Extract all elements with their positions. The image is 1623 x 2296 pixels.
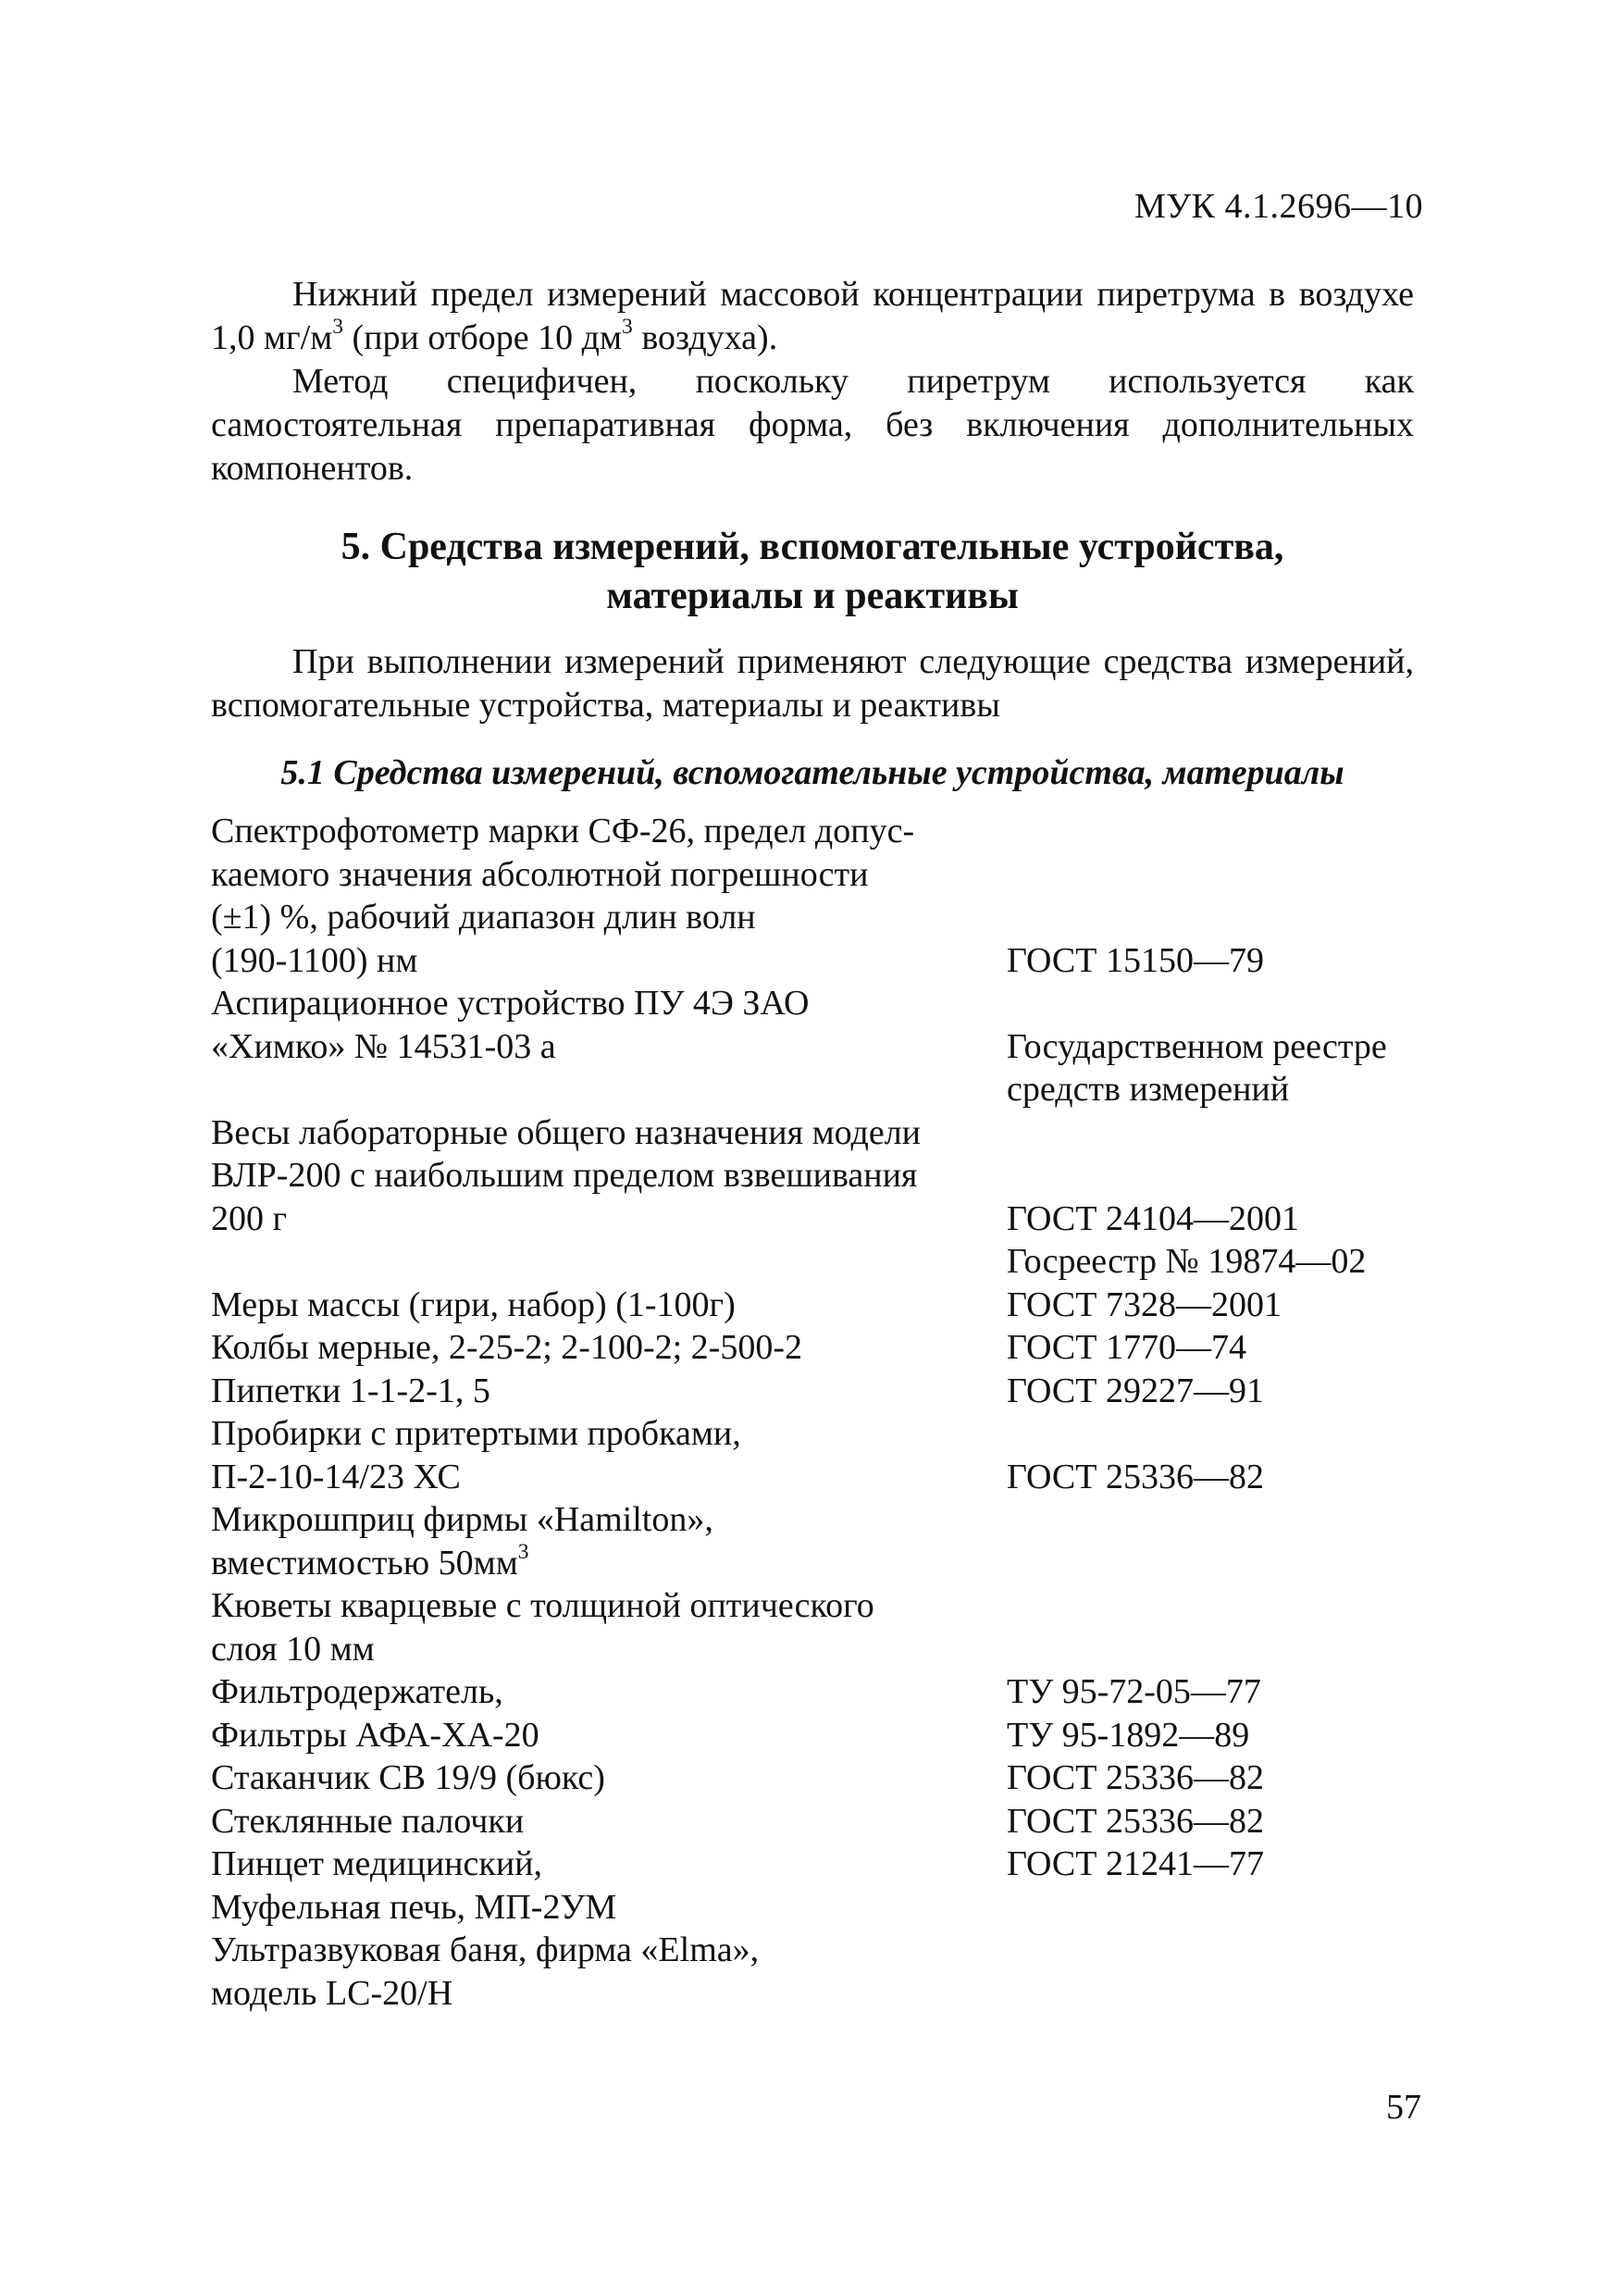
equipment-item — [211, 1498, 1442, 1584]
equipment-standard: ГОСТ 7328—2001 — [1007, 1285, 1282, 1324]
equipment-item — [211, 1326, 1442, 1370]
equipment-name: Колбы мерные, 2-25-2; 2-100-2; 2-500-2 — [211, 1328, 802, 1367]
equipment-name: Стеклянные палочки — [211, 1801, 525, 1841]
equipment-item — [211, 1670, 1442, 1714]
equipment-item — [211, 1240, 1442, 1284]
section-5-title — [211, 523, 1414, 621]
equipment-item — [211, 1800, 1442, 1843]
equipment-standard: ГОСТ 25336—82 — [1007, 1758, 1264, 1797]
subsection-5-1-title: 5.1 Средства измерений, вспомогательные устройства, материалы — [280, 753, 1344, 792]
equipment-standard: ГОСТ 21241—77 — [1007, 1844, 1264, 1883]
equipment-item — [211, 1929, 1442, 2015]
equipment-name: Пипетки 1-1-2-1, 5 — [211, 1371, 490, 1410]
equipment-name — [211, 1240, 1007, 1284]
equipment-name-superscript: 3 — [517, 1539, 529, 1564]
equipment-standard: ГОСТ 1770—74 — [1007, 1328, 1246, 1367]
equipment-name: Фильтродержатель, — [211, 1672, 503, 1711]
equipment-name: Ультразвуковая баня, фирма «Elma», модель LC-20/H — [211, 1930, 760, 2013]
equipment-name-text: Микрошприц фирмы «Hamilton», вместимостью 50мм — [211, 1500, 713, 1582]
intro-block — [211, 273, 1414, 490]
section-5-title-line-1: 5. Средства измерений, вспомогательные устройства, — [341, 526, 1284, 568]
equipment-standard: ТУ 95-72-05—77 — [1007, 1672, 1261, 1711]
equipment-standard-line: средств измерений — [1007, 1070, 1290, 1109]
equipment-name: Фильтры АФА-ХА-20 — [211, 1715, 539, 1755]
equipment-item — [211, 1370, 1442, 1413]
intro-paragraph-specificity: Метод специфичен, поскольку пиретрум используется как самостоятельная препаративная форма, без включения дополнительных компонентов. — [211, 362, 1414, 488]
intro-paragraph-lower-limit — [211, 273, 1414, 360]
equipment-standard: ТУ 95-1892—89 — [1007, 1715, 1250, 1755]
equipment-list — [211, 810, 1442, 2015]
equipment-standard: ГОСТ 25336—82 — [1007, 1801, 1264, 1841]
equipment-item — [211, 1412, 1442, 1498]
equipment-item — [211, 810, 1442, 982]
equipment-item — [211, 1714, 1442, 1757]
equipment-name: Пинцет медицинский, — [211, 1844, 543, 1883]
intro-text-part1: Нижний предел измерений массовой концентрации пиретрума в воздухе 1,0 мг/м — [211, 275, 1414, 357]
equipment-name: Весы лабораторные общего назначения модели ВЛР-200 с наибольшим пределом взвешивания 200 г — [211, 1112, 922, 1238]
equipment-name — [211, 1498, 1007, 1584]
equipment-item — [211, 1843, 1442, 1886]
equipment-name: Стаканчик СВ 19/9 (бюкс) — [211, 1758, 605, 1797]
intro-superscript-1: 3 — [332, 315, 344, 340]
document-code: МУК 4.1.2696—10 — [1134, 187, 1423, 226]
equipment-item — [211, 982, 1442, 1111]
equipment-name: Меры массы (гири, набор) (1-100г) — [211, 1285, 736, 1324]
equipment-standard: ГОСТ 15150—79 — [1007, 940, 1264, 980]
equipment-name: Спектрофотометр марки СФ-26, предел допус- каемого значения абсолютной погрешности (±1) %, рабочий диапазон длин волн (190-1100) нм — [211, 812, 915, 980]
intro-superscript-2: 3 — [622, 315, 633, 340]
page-number: 57 — [1386, 2088, 1421, 2127]
intro-text-part3: воздуха). — [632, 318, 778, 357]
equipment-standard: Госреестр № 19874—02 — [1007, 1242, 1367, 1281]
equipment-item — [211, 1756, 1442, 1800]
equipment-name: Аспирационное устройство ПУ 4Э ЗАО «Химко» № 14531-03 а — [211, 984, 810, 1066]
equipment-standard: ГОСТ 25336—82 — [1007, 1457, 1264, 1496]
section-5-lead-paragraph: При выполнении измерений применяют следующие средства измерений, вспомогательные устройства, материалы и реактивы — [211, 642, 1414, 725]
equipment-standard — [1007, 982, 1442, 1111]
section-5-title-line-2: материалы и реактивы — [606, 575, 1019, 617]
equipment-name: Пробирки с притертыми пробками, П-2-10-14/23 ХС — [211, 1414, 741, 1496]
equipment-standard-line: Государственном реестре — [1007, 1026, 1387, 1066]
equipment-item — [211, 1284, 1442, 1327]
intro-text-part2: (при отборе 10 дм — [343, 318, 623, 357]
equipment-name: Муфельная печь, МП-2УМ — [211, 1887, 617, 1927]
equipment-name: Кюветы кварцевые с толщиной оптического слоя 10 мм — [211, 1586, 874, 1669]
equipment-standard: ГОСТ 24104—2001 — [1007, 1198, 1299, 1238]
equipment-item — [211, 1111, 1442, 1241]
equipment-item — [211, 1584, 1442, 1670]
equipment-standard: ГОСТ 29227—91 — [1007, 1371, 1264, 1410]
equipment-item — [211, 1886, 1442, 1930]
section-5-lead — [211, 640, 1414, 727]
